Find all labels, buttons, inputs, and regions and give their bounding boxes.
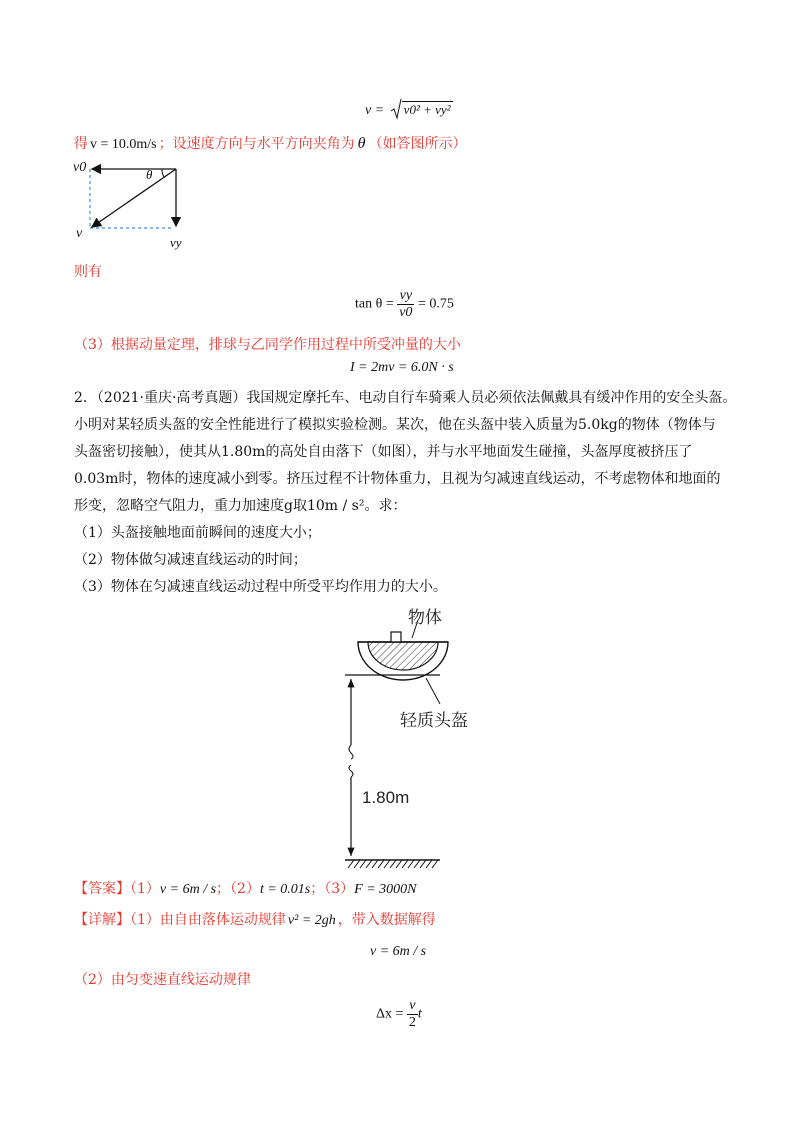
eq-lhs: v = bbox=[365, 103, 385, 118]
sqrt-symbol bbox=[390, 98, 402, 120]
answer-1-label: （1） bbox=[130, 881, 160, 897]
dx-fraction bbox=[407, 998, 418, 1031]
answer-line bbox=[74, 879, 417, 900]
equation-velocity-magnitude bbox=[365, 98, 453, 120]
detail-tag: 【详解】 bbox=[74, 912, 130, 928]
problem2-line-2: 小明对某轻质头盔的安全性能进行了模拟实验检测。某次，他在头盔中装入质量为5.0kg的物体（物体与 bbox=[74, 417, 716, 433]
detail-line bbox=[74, 910, 436, 931]
tan-numerator: vy bbox=[397, 288, 414, 305]
equation-delta-x bbox=[376, 998, 422, 1031]
label-vy: vy bbox=[170, 235, 182, 250]
answer-tag: 【答案】 bbox=[74, 881, 130, 897]
dx-denominator: 2 bbox=[408, 1015, 416, 1030]
ground-hatching bbox=[348, 860, 438, 868]
label-height: 1.80m bbox=[362, 788, 410, 807]
answer-1-value: v = 6m / s bbox=[159, 882, 217, 897]
detail-equation: v² = 2gh bbox=[287, 913, 336, 928]
equation-impulse: I = 2mv = 6.0N · s bbox=[350, 360, 454, 375]
dx-rhs: t bbox=[417, 1006, 422, 1022]
object-knob bbox=[391, 632, 401, 642]
label-object: 物体 bbox=[408, 608, 442, 628]
result-note: （如答图所示） bbox=[368, 136, 467, 152]
part3-header: （3）根据动量定理，排球与乙同学作用过程中所受冲量的大小 bbox=[74, 337, 461, 353]
result-line bbox=[74, 134, 466, 155]
tan-fraction bbox=[397, 288, 414, 321]
tan-lhs: tan θ = bbox=[355, 296, 394, 312]
answer-sep-2: ； bbox=[310, 881, 325, 897]
dx-numerator: v bbox=[407, 998, 418, 1015]
answer-3-label: （3） bbox=[324, 881, 355, 897]
vector-diagram bbox=[70, 155, 200, 255]
answer-3-value: F = 3000N bbox=[354, 882, 417, 897]
problem2-line-4: 0.03m时，物体的速度减小到零。挤压过程不计物体重力，且视为匀减速直线运动，不考虑物体和地面的 bbox=[74, 471, 721, 487]
label-v: v bbox=[76, 226, 83, 241]
detail-text-2: ，带入数据解得 bbox=[337, 912, 436, 928]
problem2-text bbox=[74, 385, 737, 601]
eq-sqrt-body: v0² + vy² bbox=[403, 102, 451, 117]
question-1: （1）头盔接触地面前瞬间的速度大小； bbox=[74, 525, 321, 541]
label-helmet: 轻质头盔 bbox=[400, 711, 468, 731]
label-theta: θ bbox=[146, 167, 153, 182]
result-value: v = 10.0m/s bbox=[90, 137, 157, 152]
question-2: （2）物体做匀减速直线运动的时间； bbox=[74, 552, 307, 568]
v-arrow bbox=[92, 169, 176, 227]
problem2-line-5: 形变，忽略空气阻力，重力加速度g取10m / s²。求： bbox=[74, 498, 407, 514]
detail-text-1: （1）由自由落体运动规律 bbox=[130, 912, 286, 928]
label-v0: v0 bbox=[73, 160, 87, 175]
problem2-line-1: 2．（2021·重庆·高考真题）我国规定摩托车、电动自行车骑乘人员必须依法佩戴具有缓冲作用的安全头盔。 bbox=[74, 390, 737, 406]
helmet-drop-figure bbox=[330, 600, 480, 875]
helmet-leader bbox=[426, 678, 440, 704]
break-mark-upper bbox=[349, 745, 353, 759]
result-text: ；设速度方向与水平方向夹角为 bbox=[158, 136, 355, 152]
part2-text: （2）由匀变速直线运动规律 bbox=[74, 972, 251, 988]
then-text: 则有 bbox=[74, 264, 102, 280]
equation-tan-theta bbox=[355, 288, 454, 321]
question-3: （3）物体在匀减速直线运动过程中所受平均作用力的大小。 bbox=[74, 579, 447, 595]
answer-2-value: t = 0.01s bbox=[259, 882, 311, 897]
tan-rhs: = 0.75 bbox=[417, 296, 454, 312]
result-theta: θ bbox=[357, 135, 366, 152]
answer-2-label: （2） bbox=[230, 881, 260, 897]
result-prefix: 得 bbox=[74, 136, 88, 152]
tan-denominator: v0 bbox=[399, 305, 413, 320]
answer-sep-1: ； bbox=[216, 881, 231, 897]
theta-arc bbox=[162, 169, 164, 177]
problem2-line-3: 头盔密切接触），使其从1.80m的高处自由落下（如图），并与水平地面发生碰撞，头盔厚度被挤压了 bbox=[74, 444, 693, 460]
dx-lhs: Δx = bbox=[376, 1006, 404, 1022]
equation-v6: v = 6m / s bbox=[370, 944, 427, 959]
break-mark-lower bbox=[349, 765, 353, 777]
